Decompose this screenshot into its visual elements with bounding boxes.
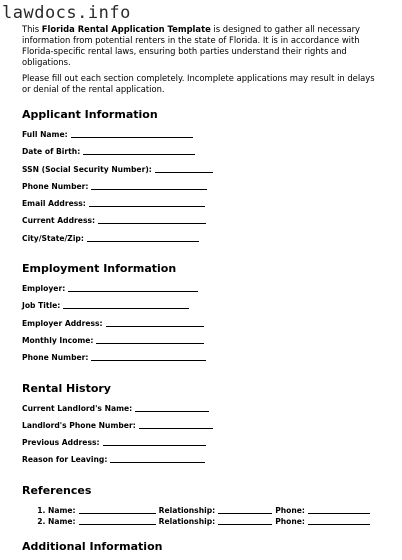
blank-line[interactable] (308, 504, 370, 514)
field-monthly-income (22, 334, 382, 351)
field-current-landlord (22, 402, 382, 419)
template-name: Florida Rental Application Template (41, 24, 211, 34)
blank-line[interactable] (87, 232, 199, 242)
field-label: Phone Number: (22, 353, 89, 363)
field-landlord-phone (22, 419, 382, 436)
reference-name-label: Name: (48, 517, 76, 527)
reference-relationship-label: Relationship: (158, 505, 216, 515)
field-city-state-zip (22, 232, 382, 249)
document-body (22, 24, 382, 560)
blank-line[interactable] (135, 402, 209, 412)
blank-line[interactable] (218, 504, 272, 514)
intro-text-cont: is designed to gather all necessary information from potential renters in the state of Florida. It is in accordance with Florida-specific rental laws, ensuring both parties understand their rights and obligations. (22, 24, 360, 67)
field-label: Phone Number: (22, 181, 89, 191)
field-date-of-birth (22, 145, 382, 162)
field-label: Employer: (22, 284, 66, 294)
blank-line[interactable] (218, 515, 272, 525)
field-ssn (22, 163, 382, 180)
reference-relationship-label: Relationship: (158, 517, 216, 527)
blank-line[interactable] (68, 282, 198, 292)
field-label: Current Address: (22, 216, 96, 226)
blank-line[interactable] (110, 453, 205, 463)
intro-text: This (22, 24, 42, 34)
field-current-address (22, 214, 382, 231)
field-label: Monthly Income: (22, 335, 94, 345)
blank-line[interactable] (91, 351, 206, 361)
watermark: lawdocs.info (2, 3, 131, 23)
intro-paragraph-2: Please fill out each section completely. Incomplete applications may result in delays or denial of the rental application. (22, 73, 375, 94)
blank-line[interactable] (308, 515, 370, 525)
blank-line[interactable] (79, 504, 156, 514)
section-heading-applicant: Applicant Information (22, 108, 158, 121)
field-email-address (22, 197, 382, 214)
reference-row (48, 504, 382, 516)
field-label: Reason for Leaving: (22, 455, 108, 465)
field-phone-number (22, 180, 382, 197)
field-label: Current Landlord's Name: (22, 403, 133, 413)
field-label: Full Name: (22, 130, 68, 139)
blank-line[interactable] (106, 317, 204, 327)
field-employer-address (22, 317, 382, 334)
field-job-title (22, 299, 382, 316)
field-employer (22, 282, 382, 299)
field-label: City/State/Zip: (22, 233, 84, 243)
blank-line[interactable] (96, 334, 204, 344)
blank-line[interactable] (139, 419, 213, 429)
section-heading-rental-history: Rental History (22, 381, 111, 395)
reference-phone-label: Phone: (275, 505, 305, 515)
reference-name-label: Name: (48, 505, 76, 515)
field-label: Previous Address: (22, 438, 100, 448)
field-previous-address (22, 436, 382, 453)
blank-line[interactable] (79, 515, 156, 525)
field-label: Date of Birth: (22, 147, 81, 157)
blank-line[interactable] (98, 214, 206, 224)
blank-line[interactable] (63, 299, 189, 309)
section-heading-additional: Additional Information (22, 539, 163, 553)
field-label: Employer Address: (22, 318, 103, 328)
field-employer-phone (22, 351, 382, 368)
blank-line[interactable] (155, 163, 213, 173)
reference-row (48, 515, 382, 527)
field-label: Job Title: (22, 301, 61, 311)
field-full-name (22, 128, 382, 145)
references-list (22, 504, 382, 527)
blank-line[interactable] (71, 128, 193, 138)
intro-paragraph-1 (22, 24, 382, 68)
blank-line[interactable] (103, 436, 206, 446)
reference-phone-label: Phone: (275, 517, 305, 527)
blank-line[interactable] (91, 180, 207, 190)
blank-line[interactable] (89, 197, 205, 207)
field-reason-for-leaving (22, 453, 382, 470)
section-heading-employment: Employment Information (22, 262, 177, 276)
blank-line[interactable] (83, 145, 195, 155)
section-heading-references: References (22, 483, 92, 497)
field-label: Email Address: (22, 199, 86, 209)
field-label: SSN (Social Security Number): (22, 164, 152, 174)
field-label: Landlord's Phone Number: (22, 420, 136, 430)
